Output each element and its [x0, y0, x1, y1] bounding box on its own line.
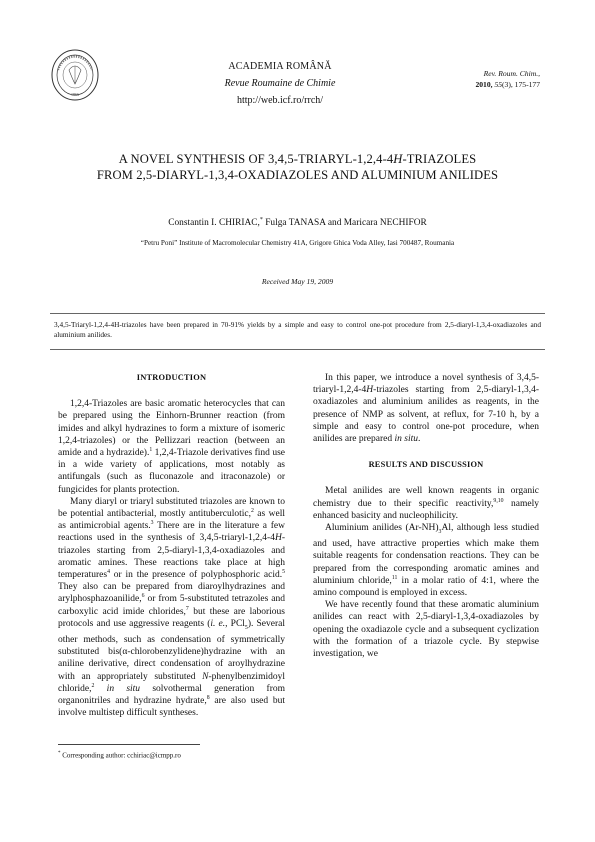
svg-text:1866: 1866 — [71, 92, 79, 97]
academy-name: ACADEMIA ROMÂNĂ — [228, 61, 332, 72]
corresponding-author-footnote: * Corresponding author: cchiriac@icmpp.ro — [58, 751, 181, 760]
results-paragraph-2: Aluminium anilides $(Ar-NH)_3Al$, although less studied and used, have attractive properties which make them suitable reagents for condensation reactions. They can be prepared from the corresponding aromatic amines and aluminium chloride,$^{11}$ in a molar ratio of 4:1, where the amino compound is employed in excess. — [313, 523, 539, 598]
intro-paragraph-3: In this paper, we introduce a novel synthesis of 3,4,5-triaryl-1,2,4-4H-triazoles starting from 2,5-diaryl-1,3,4-oxadiazoles and aluminium anilides as reagents, in the presence of NMP as solvent, at reflux, for 7-10 h, by a simple and easy to control one-pot procedure, when anilides are prepared in situ. — [313, 373, 539, 445]
title-line-1: A NOVEL SYNTHESIS OF 3,4,5-TRIARYL-1,2,4-4H-TRIAZOLES — [118, 152, 477, 166]
journal-citation — [440, 68, 540, 90]
academy-seal-logo — [50, 48, 100, 102]
article-title — [40, 151, 555, 183]
affiliation: “Petru Poni” Institute of Macromolecular Chemistry 41A, Grigore Ghica Voda Alley, Iasi 700487, Roumania — [140, 239, 455, 247]
intro-paragraph-1: 1,2,4-Triazoles are basic aromatic heterocycles that can be prepared using the Einhorn-Brunner reaction (from imides and alkyl hydrazines to form a mixture of isomeric 1,2,4-triazoles) or the Pellizzari reaction (between an amide and a hydrazide).$^1$ 1,2,4-Triazole derivatives find use in a wide variety of applications, most notably as antifungals (such as fluconazole and itraconazole) or fungicides for plants protection. — [58, 399, 286, 495]
right-column — [313, 372, 539, 660]
results-paragraph-3: We have recently found that these aromatic aluminium anilides can react with 2,5-diaryl-1,3,4-oxadiazoles by opening the oxadiazole cycle and a subsequent cyclization with the formation of a triazole cycle. By stepwise investigation, we — [313, 600, 539, 659]
abstract-text: 3,4,5-Triaryl-1,2,4-4H-triazoles have been prepared in 70-91% yields by a simple and easy to control one-pot procedure from 2,5-diaryl-1,3,4-oxadiazoles and aluminium anilides. — [54, 320, 541, 339]
journal-name: Revue Roumaine de Chimie — [224, 78, 336, 89]
left-column — [58, 372, 285, 719]
author-list: Constantin I. CHIRIAC,* Fulga TANASA and Maricara NECHIFOR — [168, 217, 427, 229]
citation-journal: Rev. Roum. Chim., — [483, 69, 540, 78]
results-paragraph-1: Metal anilides are well known reagents in organic chemistry due to their specific reactivity,$^{9,10}$ namely enhanced basicity and nucleophilicity. — [313, 486, 539, 521]
introduction-heading: INTRODUCTION — [136, 373, 207, 382]
citation-volume-line: 2010, 55(3), 175-177 — [475, 80, 540, 89]
title-line-2: FROM 2,5-DIARYL-1,3,4-OXADIAZOLES AND ALUMINIUM ANILIDES — [96, 168, 499, 182]
journal-url[interactable]: http://web.icf.ro/rrch/ — [236, 95, 324, 106]
results-heading: RESULTS AND DISCUSSION — [368, 460, 484, 470]
footnote-rule — [58, 744, 200, 745]
abstract-box — [50, 313, 545, 350]
intro-paragraph-2: Many diaryl or triaryl substituted triazoles are known to be potential antibacterial, mostly antituberculotic,$^2$ as well as antimicrobial agents.$^3$ There are in the literature a few reactions used in the synthesis of 3,4,5-triaryl-1,2,4-4H-triazoles starting from 2,5-diaryl-1,3,4-oxadiazoles and aromatic amines. These reactions take place at high temperatures$^4$ or in the presence of polyphosphoric acid.$^5$ They also can be prepared from diaroylhydrazines and arylphosphazoanilide,$^6$ or from 5-substituted tetrazoles and carboxylic acid imide chlorides,$^7$ but these are laborious protocols and use aggressive reagents (i. e., PCl$_5$). Several other methods, such as condensation of symmetrically substituted bis(α-chlorobenzylidene)hydrazine with an aniline derivative, direct condensation of aroylhydrazine with an appropriately substituted N-phenylbenzimidoyl chloride,$^2$ in situ solvothermal generation from organonitriles and hydrazine hydrate,$^8$ are also used but involve multistep difficult syntheses. — [58, 496, 286, 719]
journal-header — [190, 58, 370, 109]
received-date: Received May 19, 2009 — [261, 277, 334, 286]
